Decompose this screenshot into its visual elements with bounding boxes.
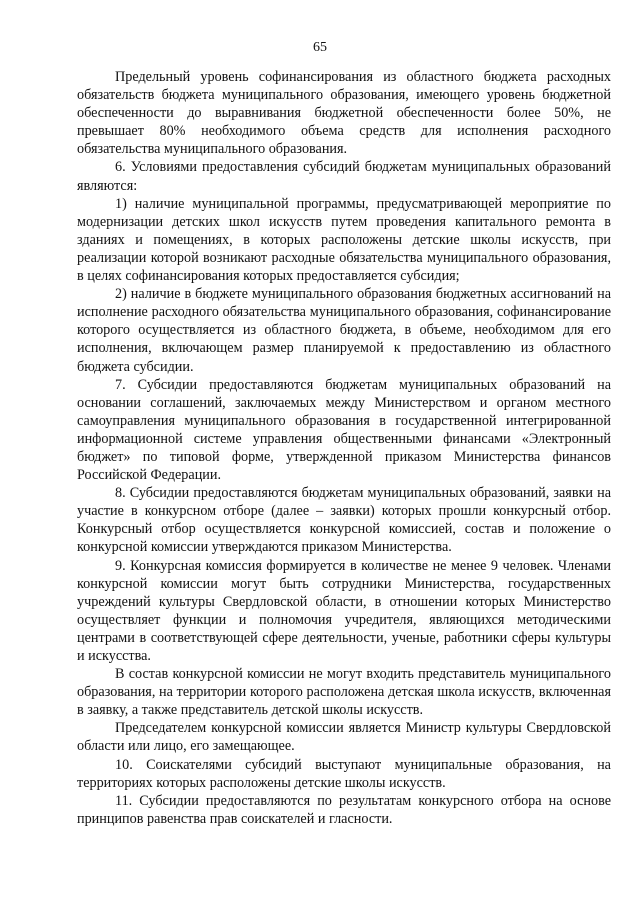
paragraph-9-commission-exclusions: В состав конкурсной комиссии не могут входить представитель муниципального образования, на территории которого расположена детская школа искусств, включенная в заявку, а также представитель детской школы искусств. — [77, 666, 611, 719]
paragraph-11: 11. Субсидии предоставляются по результатам конкурсного отбора на основе принципов равенства прав соискателей и гласности. — [77, 792, 611, 827]
page-number: 65 — [313, 40, 327, 55]
paragraph-6-item-1: 1) наличие муниципальной программы, предусматривающей мероприятие по модернизации детских школ искусств путем проведения капитального ремонта в зданиях и помещениях, в которых расположены детские школы искусств, при реализации которой возникают расходные обязательства муниципального образования, в целях софинансирования которых предоставляется субсидия; — [77, 195, 611, 285]
paragraph-6-item-2: 2) наличие в бюджете муниципального образования бюджетных ассигнований на исполнение расходного обязательства муниципального образования, софинансирование которого осуществляется из областного бюджета, в объеме, необходимом для его исполнения, включающем размер планируемой к предоставлению из областного бюджета субсидии. — [77, 286, 611, 375]
paragraph-7: 7. Субсидии предоставляются бюджетам муниципальных образований на основании соглашений, заключаемых между Министерством и органом местного самоуправления муниципального образования в государственной интегрированной информационной системе управления общественными финансами «Электронный бюджет» по типовой форме, утвержденной приказом Министерства финансов Российской Федерации. — [77, 376, 611, 484]
paragraph-6-conditions: 6. Условиями предоставления субсидий бюджетам муниципальных образований являются: — [77, 159, 611, 194]
paragraph-9-chairman: Председателем конкурсной комиссии является Министр культуры Свердловской области или лицо, его замещающее. — [77, 720, 611, 755]
paragraph-9: 9. Конкурсная комиссия формируется в количестве не менее 9 человек. Членами конкурсной комиссии могут быть сотрудники Министерства, государственных учреждений культуры Свердловской области, в отношении которых Министерство осуществляет функции и полномочия учредителя, являющихся методическими центрами в соответствующей сфере деятельности, ученые, работники сферы культуры и искусства. — [77, 557, 611, 664]
paragraph-cofinancing-limit: Предельный уровень софинансирования из областного бюджета расходных обязательств бюджета муниципального образования, имеющего уровень бюджетной обеспеченности до выравнивания бюджетной обеспеченности более 50%, не превышает 80% необходимого объема средств для исполнения расходного обязательства муниципального образования. — [77, 69, 611, 158]
paragraph-8: 8. Субсидии предоставляются бюджетам муниципальных образований, заявки на участие в конкурсном отборе (далее – заявки) которых прошли конкурсный отбор. Конкурсный отбор осуществляется конкурсной комиссией, состав и положение о конкурсной комиссии утверждаются приказом Министерства. — [77, 485, 611, 556]
document-body — [77, 68, 611, 828]
paragraph-10: 10. Соискателями субсидий выступают муниципальные образования, на территориях которых расположены детские школы искусств. — [77, 756, 611, 791]
